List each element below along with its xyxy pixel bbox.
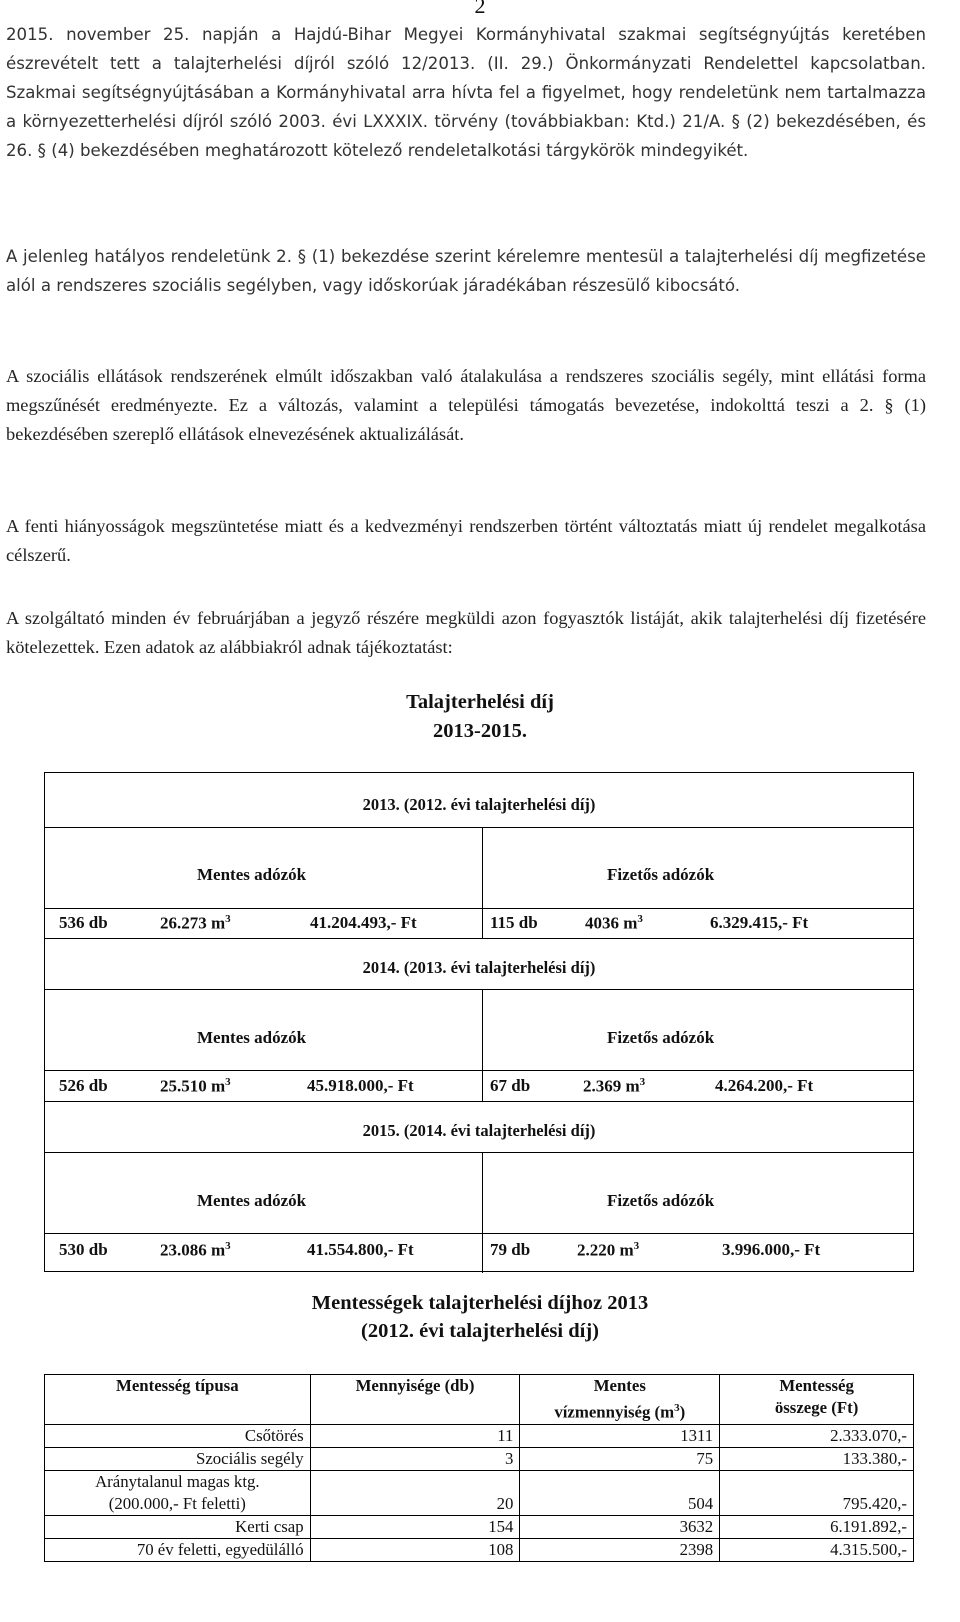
row-sum: 133.380,- <box>720 1447 914 1470</box>
paying-label: Fizetős adózók <box>607 1028 715 1047</box>
row-sum: 4.315.500,- <box>720 1538 914 1561</box>
table-row <box>45 1424 914 1447</box>
row-water: 3632 <box>520 1515 720 1538</box>
divider <box>482 989 483 1070</box>
divider <box>45 908 913 909</box>
row-qty: 154 <box>310 1515 520 1538</box>
table-header-row <box>45 1375 914 1425</box>
divider <box>45 1152 913 1153</box>
page-number: 2 <box>474 0 486 18</box>
exempt-volume: 23.086 $m^3$ <box>160 1240 231 1260</box>
summary-title-line1: Talajterhelési díj <box>406 691 554 713</box>
exempt-label: Mentes adózók <box>197 1191 307 1210</box>
divider <box>45 1070 913 1071</box>
divider <box>45 1101 913 1102</box>
header-qty: Mennyisége (db) <box>310 1375 520 1425</box>
paragraph-provider-list: A szolgáltató minden év februárjában a jegyző részére megküldi azon fogyasztók listáját, akik talajterhelési díj fizetésére kötelezettek. Ezen adatok az alábbiakról adnak tájékoztatást: <box>6 608 926 657</box>
divider <box>45 938 913 939</box>
detail-title-line1: Mentességek talajterhelési díjhoz 2013 <box>311 1292 649 1314</box>
paying-volume-value: 2.369 <box>583 1076 622 1096</box>
row-sum: 795.420,- <box>720 1470 914 1515</box>
row-type: 70 év feletti, egyedülálló <box>45 1538 311 1561</box>
year-title: 2013. (2012. évi talajterhelési díj) <box>362 795 596 814</box>
paragraph-current-regulation: A jelenleg hatályos rendeletünk 2. § (1) bekezdése szerint kérelemre mentesül a talajterhelési díj megfizetése alól a rendszeres szociális segélyben, vagy időskorúak járadékában részesülő kibocsátó. <box>6 247 926 295</box>
paragraph-new-regulation: A fenti hiányosságok megszüntetése miatt és a kedvezményi rendszerben történt változtatás miatt új rendelet megalkotása célszerű. <box>6 516 926 565</box>
divider <box>482 827 483 908</box>
paying-volume-value: 4036 <box>585 913 619 933</box>
exempt-volume-value: 25.510 <box>160 1076 207 1096</box>
exempt-amount: 41.204.493,- Ft <box>310 913 417 932</box>
header-water: Mentes vízmennyiség $(m^3)$ <box>520 1375 720 1425</box>
table-row <box>45 1538 914 1561</box>
exempt-label: Mentes adózók <box>197 865 307 884</box>
exempt-amount: 41.554.800,- Ft <box>307 1240 414 1259</box>
year-title: 2014. (2013. évi talajterhelési díj) <box>362 958 596 977</box>
row-type: Kerti csap <box>45 1515 311 1538</box>
paying-volume: 2.369 $m^3$ <box>583 1076 646 1096</box>
divider <box>482 1233 483 1273</box>
summary-table <box>44 772 914 1272</box>
table-row <box>45 1447 914 1470</box>
row-water: 2398 <box>520 1538 720 1561</box>
exempt-amount: 45.918.000,- Ft <box>307 1076 414 1095</box>
divider <box>482 1152 483 1233</box>
exempt-volume: 25.510 $m^3$ <box>160 1076 231 1096</box>
exempt-count: 536 db <box>59 913 108 932</box>
paying-label: Fizetős adózók <box>607 1191 715 1210</box>
exempt-count: 530 db <box>59 1240 108 1259</box>
divider <box>45 1233 913 1234</box>
divider <box>482 908 483 938</box>
row-type: Csőtörés <box>45 1424 311 1447</box>
row-qty: 108 <box>310 1538 520 1561</box>
paying-amount: 6.329.415,- Ft <box>710 913 809 932</box>
detail-title-line2: (2012. évi talajterhelési díj) <box>361 1320 599 1342</box>
exempt-volume: 26.273 $m^3$ <box>160 913 231 933</box>
paying-count: 67 db <box>490 1076 531 1095</box>
row-water: 504 <box>520 1470 720 1515</box>
paying-volume-value: 2.220 <box>577 1240 616 1260</box>
exempt-count: 526 db <box>59 1076 108 1095</box>
row-sum: 2.333.070,- <box>720 1424 914 1447</box>
row-water: 1311 <box>520 1424 720 1447</box>
row-type: Aránytalanul magas ktg. (200.000,- Ft feletti) <box>45 1470 311 1515</box>
divider <box>45 827 913 828</box>
row-sum: 6.191.892,- <box>720 1515 914 1538</box>
exempt-volume-value: 23.086 <box>160 1240 207 1260</box>
row-qty: 20 <box>310 1470 520 1515</box>
divider <box>482 1070 483 1101</box>
paying-volume: 2.220 $m^3$ <box>577 1240 640 1260</box>
paying-label: Fizetős adózók <box>607 865 715 884</box>
row-qty: 11 <box>310 1424 520 1447</box>
paying-amount: 3.996.000,- Ft <box>722 1240 821 1259</box>
table-row <box>45 1515 914 1538</box>
paying-amount: 4.264.200,- Ft <box>715 1076 814 1095</box>
paragraph-intro: 2015. november 25. napján a Hajdú-Bihar Megyei Kormányhivatal szakmai segítségnyújtás keretében észrevételt tett a talajterhelési díjról szóló 12/2013. (II. 29.) Önkormányzati Rendelettel kapcsolatban. Szakmai segítségnyújtásában a Kormányhivatal arra hívta fel a figyelmet, hogy rendeletünk nem tartalmazza a környezetterhelési díjról szóló 2003. évi LXXXIX. törvény (továbbiakban: Ktd.) 21/A. § (2) bekezdésében, és 26. § (4) bekezdésében meghatározott kötelező rendeletalkotási tárgykörök mindegyikét. <box>6 25 926 160</box>
exempt-volume-value: 26.273 <box>160 913 207 933</box>
header-sum: Mentesség összege (Ft) <box>720 1375 914 1425</box>
summary-title-line2: 2013-2015. <box>433 720 527 742</box>
exemptions-table <box>44 1374 914 1562</box>
paying-volume: 4036 $m^3$ <box>585 913 643 933</box>
paragraph-social-changes: A szociális ellátások rendszerének elmúlt időszakban való átalakulása a rendszeres szociális segély, mint ellátási forma megszűnését eredményezte. Ez a változás, valamint a települési támogatás bevezetése, indokolttá teszi a 2. § (1) bekezdésében szereplő ellátások elnevezésének aktualizálását. <box>6 366 926 444</box>
paying-count: 115 db <box>490 913 538 932</box>
header-type: Mentesség típusa <box>45 1375 311 1425</box>
table-row <box>45 1470 914 1515</box>
row-type: Szociális segély <box>45 1447 311 1470</box>
year-title: 2015. (2014. évi talajterhelési díj) <box>362 1121 596 1140</box>
exempt-label: Mentes adózók <box>197 1028 307 1047</box>
divider <box>45 989 913 990</box>
paying-count: 79 db <box>490 1240 531 1259</box>
row-water: 75 <box>520 1447 720 1470</box>
row-qty: 3 <box>310 1447 520 1470</box>
